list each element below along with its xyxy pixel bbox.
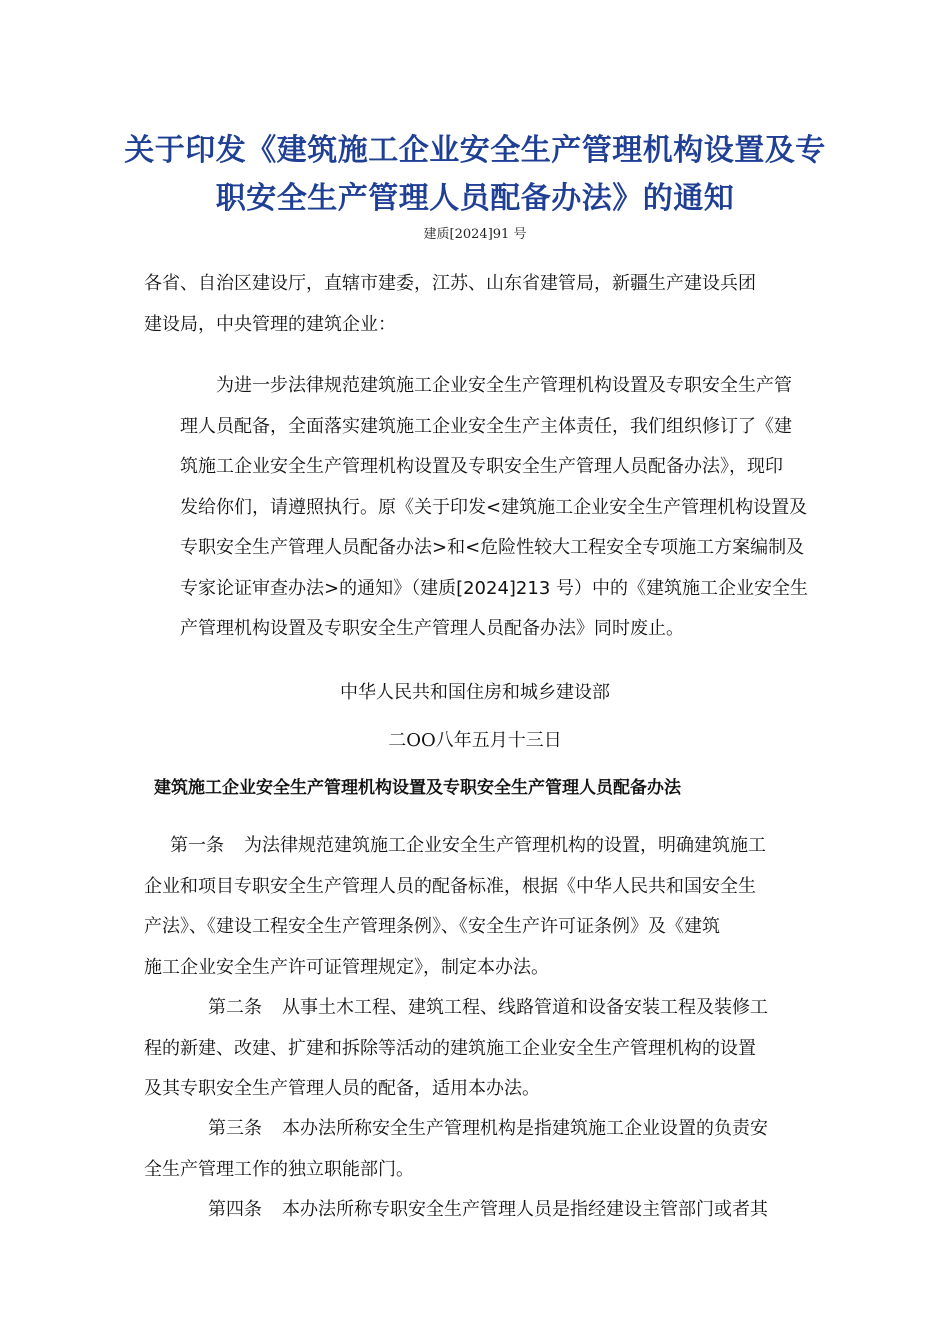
article-number: 第二条 xyxy=(208,997,262,1018)
article-line: 及其专职安全生产管理人员的配备，适用本办法。 xyxy=(144,1078,540,1099)
article-line: 程的新建、改建、扩建和拆除等活动的建筑施工企业安全生产管理机构的设置 xyxy=(144,1037,756,1059)
article-line: 产法》、《建设工程安全生产管理条例》、《安全生产许可证条例》及《建筑 xyxy=(144,916,720,937)
article-line: 全生产管理工作的独立职能部门。 xyxy=(144,1158,414,1180)
article-line xyxy=(144,1109,804,1150)
article-2 xyxy=(144,988,804,1110)
paragraph-line: 专家论证审查办法>的通知》（建质[2024]213 号）中的《建筑施工企业安全生 xyxy=(180,577,809,599)
article-line xyxy=(144,826,804,867)
article-number: 第一条 xyxy=(170,835,224,856)
article-number: 第三条 xyxy=(208,1118,262,1139)
article-4 xyxy=(144,1190,804,1231)
article-text: 本办法所称专职安全生产管理人员是指经建设主管部门或者其 xyxy=(282,1199,768,1220)
addressee-line-1: 各省、自治区建设厅，直辖市建委，江苏、山东省建管局，新疆生产建设兵团 xyxy=(144,273,756,294)
issue-date: 二OO八年五月十三日 xyxy=(388,730,562,751)
notice-paragraph xyxy=(144,366,809,650)
article-text: 从事土木工程、建筑工程、线路管道和设备安装工程及装修工 xyxy=(282,997,768,1018)
title-line-2: 职安全生产管理人员配备办法》的通知 xyxy=(215,181,735,216)
addressee xyxy=(144,264,804,345)
article-text: 本办法所称安全生产管理机构是指建筑施工企业设置的负责安 xyxy=(282,1118,768,1139)
paragraph-line: 理人员配备，全面落实建筑施工企业安全生产主体责任，我们组织修订了《建 xyxy=(180,415,792,437)
paragraph-line: 为进一步法律规范建筑施工企业安全生产管理机构设置及专职安全生产管 xyxy=(216,375,792,396)
article-line: 施工企业安全生产许可证管理规定》，制定本办法。 xyxy=(144,956,549,978)
regulation-title: 建筑施工企业安全生产管理机构设置及专职安全生产管理人员配备办法 xyxy=(154,778,681,798)
article-number: 第四条 xyxy=(208,1199,262,1220)
article-line xyxy=(144,1190,804,1231)
article-text: 为法律规范建筑施工企业安全生产管理机构的设置，明确建筑施工 xyxy=(244,835,766,856)
document-number: 建质[2024]91 号 xyxy=(423,227,527,242)
article-line: 企业和项目专职安全生产管理人员的配备标准，根据《中华人民共和国安全生 xyxy=(144,875,756,897)
paragraph-line: 筑施工企业安全生产管理机构设置及专职安全生产管理人员配备办法》，现印 xyxy=(180,456,783,477)
article-3 xyxy=(144,1109,804,1190)
paragraph-line: 发给你们，请遵照执行。原《关于印发<建筑施工企业安全生产管理机构设置及 xyxy=(180,496,808,518)
issuing-authority: 中华人民共和国住房和城乡建设部 xyxy=(340,682,610,703)
document-title xyxy=(100,127,850,223)
title-line-1: 关于印发《建筑施工企业安全生产管理机构设置及专 xyxy=(124,133,826,168)
paragraph-line: 产管理机构设置及专职安全生产管理人员配备办法》同时废止。 xyxy=(180,618,684,639)
article-1 xyxy=(144,826,804,988)
paragraph-line: 专职安全生产管理人员配备办法>和<危险性较大工程安全专项施工方案编制及 xyxy=(180,537,805,558)
article-line xyxy=(144,988,804,1029)
addressee-line-2: 建设局，中央管理的建筑企业： xyxy=(144,313,396,335)
